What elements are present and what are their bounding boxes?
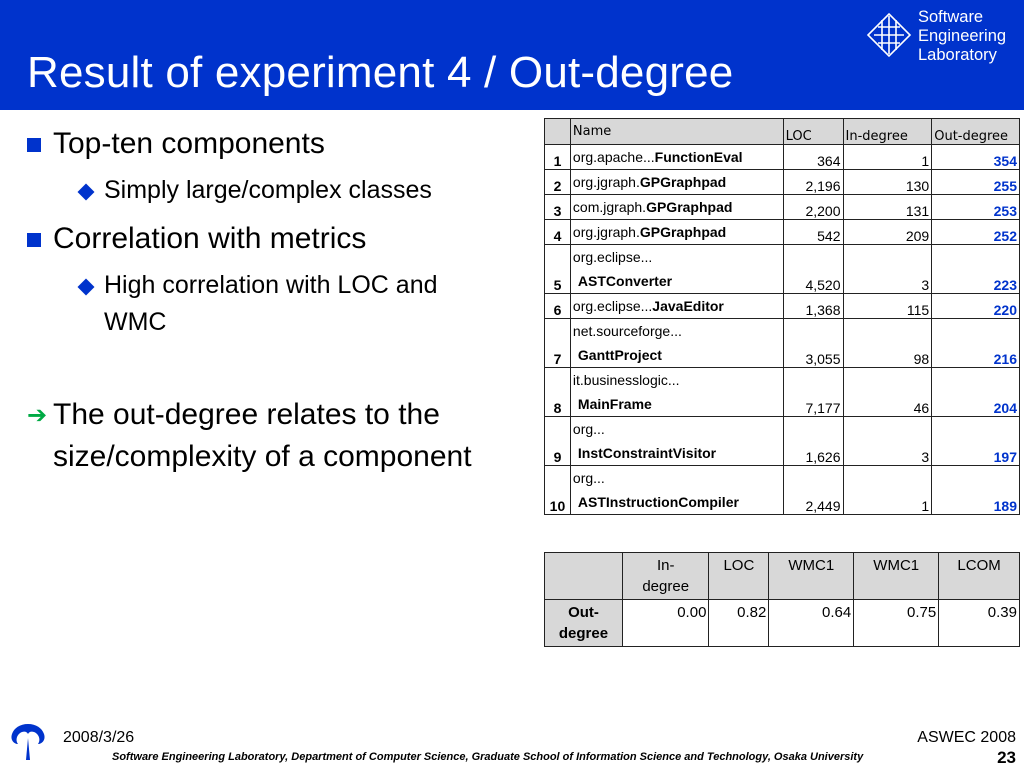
- out-degree-cell: 204: [932, 368, 1020, 417]
- name-cell: net.sourceforge... GanttProject: [570, 319, 783, 368]
- name-cell: org... InstConstraintVisitor: [570, 417, 783, 466]
- in-degree-cell: 1: [843, 466, 932, 515]
- square-bullet-icon: [27, 138, 41, 152]
- header-cell: [545, 553, 623, 600]
- rank-cell: 10: [545, 466, 571, 515]
- value-cell: 0.75: [854, 600, 939, 647]
- rank-cell: 6: [545, 294, 571, 319]
- table-row: [545, 319, 1020, 368]
- in-degree-cell: 131: [843, 195, 932, 220]
- in-degree-cell: 1: [843, 145, 932, 170]
- table-row: [545, 294, 1020, 319]
- loc-cell: 542: [783, 220, 843, 245]
- sub-bullet-text: High correlation with LOC and: [104, 271, 438, 299]
- in-degree-cell: 98: [843, 319, 932, 368]
- out-degree-cell: 189: [932, 466, 1020, 515]
- loc-cell: 2,449: [783, 466, 843, 515]
- header-cell: In-degree: [843, 119, 932, 145]
- name-cell: it.businesslogic... MainFrame: [570, 368, 783, 417]
- loc-cell: 1,368: [783, 294, 843, 319]
- out-degree-cell: 220: [932, 294, 1020, 319]
- table-header-row: [545, 553, 1020, 600]
- sub-bullet-text: Simply large/complex classes: [104, 176, 432, 204]
- sub-bullet-text: WMC: [104, 308, 167, 336]
- lab-logo: [866, 8, 1016, 64]
- arrow-right-icon: ➔: [27, 402, 48, 429]
- name-cell: org... ASTInstructionCompiler: [570, 466, 783, 515]
- rank-cell: 2: [545, 170, 571, 195]
- rank-cell: 1: [545, 145, 571, 170]
- table-row: [545, 417, 1020, 466]
- table-row: [545, 145, 1020, 170]
- rank-cell: 8: [545, 368, 571, 417]
- header-cell: WMC1: [769, 553, 854, 600]
- name-cell: org.apache...FunctionEval: [570, 145, 783, 170]
- rank-cell: 7: [545, 319, 571, 368]
- title-bar: [0, 0, 1024, 110]
- out-degree-cell: 216: [932, 319, 1020, 368]
- diamond-bullet-icon: [78, 279, 95, 296]
- loc-cell: 7,177: [783, 368, 843, 417]
- diamond-bullet-icon: [78, 184, 95, 201]
- header-cell: Out-degree: [932, 119, 1020, 145]
- loc-cell: 2,200: [783, 195, 843, 220]
- header-cell: [545, 119, 571, 145]
- table-row: [545, 466, 1020, 515]
- loc-cell: 364: [783, 145, 843, 170]
- out-degree-cell: 197: [932, 417, 1020, 466]
- bullet-text: size/complexity of a component: [53, 440, 472, 473]
- out-degree-label: Out- degree: [558, 604, 609, 642]
- square-bullet-icon: [27, 233, 41, 247]
- table-header-row: [545, 119, 1020, 145]
- in-degree-cell: 3: [843, 245, 932, 294]
- lab-logo-icon: [866, 12, 912, 58]
- value-cell: 0.64: [769, 600, 854, 647]
- table-row: [545, 220, 1020, 245]
- loc-cell: 2,196: [783, 170, 843, 195]
- table-row: [545, 368, 1020, 417]
- top-ten-table: [544, 118, 1020, 515]
- in-degree-cell: 115: [843, 294, 932, 319]
- table-row: [545, 170, 1020, 195]
- row-label-cell: [545, 600, 623, 647]
- out-degree-cell: 255: [932, 170, 1020, 195]
- out-degree-cell: 252: [932, 220, 1020, 245]
- header-cell: LOC: [709, 553, 769, 600]
- name-cell: com.jgraph.GPGraphpad: [570, 195, 783, 220]
- header-cell: Name: [570, 119, 783, 145]
- page-number: 23: [997, 748, 1016, 767]
- loc-cell: 4,520: [783, 245, 843, 294]
- header-cell: LCOM: [939, 553, 1020, 600]
- rank-cell: 5: [545, 245, 571, 294]
- lab-logo-text: Software Engineering Laboratory: [918, 8, 1007, 64]
- value-cell: 0.39: [939, 600, 1020, 647]
- slide-title: Result of experiment 4 / Out-degree: [27, 48, 734, 97]
- out-degree-cell: 223: [932, 245, 1020, 294]
- name-cell: org.eclipse... ASTConverter: [570, 245, 783, 294]
- footer-date: 2008/3/26: [63, 729, 135, 746]
- in-degree-cell: 209: [843, 220, 932, 245]
- in-degree-cell: 3: [843, 417, 932, 466]
- table-row: [545, 195, 1020, 220]
- bullet-text: Top-ten components: [53, 127, 325, 160]
- table-row: [545, 245, 1020, 294]
- footer-affiliation: Software Engineering Laboratory, Department of Computer Science, Graduate School of Information Science and Technology, Osaka University: [112, 751, 864, 763]
- name-cell: org.eclipse...JavaEditor: [570, 294, 783, 319]
- header-cell: WMC1: [854, 553, 939, 600]
- header-cell: LOC: [783, 119, 843, 145]
- name-cell: org.jgraph.GPGraphpad: [570, 170, 783, 195]
- university-logo-icon: [6, 718, 50, 762]
- value-cell: 0.82: [709, 600, 769, 647]
- loc-cell: 1,626: [783, 417, 843, 466]
- table-row: [545, 600, 1020, 647]
- in-degree-cell: 130: [843, 170, 932, 195]
- rank-cell: 4: [545, 220, 571, 245]
- loc-cell: 3,055: [783, 319, 843, 368]
- header-cell: [623, 553, 709, 600]
- out-degree-cell: 253: [932, 195, 1020, 220]
- bullet-text: Correlation with metrics: [53, 222, 367, 255]
- out-degree-cell: 354: [932, 145, 1020, 170]
- in-degree-header: In- degree: [642, 557, 690, 595]
- correlation-table: [544, 552, 1020, 647]
- rank-cell: 9: [545, 417, 571, 466]
- value-cell: 0.00: [623, 600, 709, 647]
- in-degree-cell: 46: [843, 368, 932, 417]
- name-cell: org.jgraph.GPGraphpad: [570, 220, 783, 245]
- footer-conference: ASWEC 2008: [917, 729, 1016, 746]
- bullet-text: The out-degree relates to the: [53, 398, 440, 431]
- rank-cell: 3: [545, 195, 571, 220]
